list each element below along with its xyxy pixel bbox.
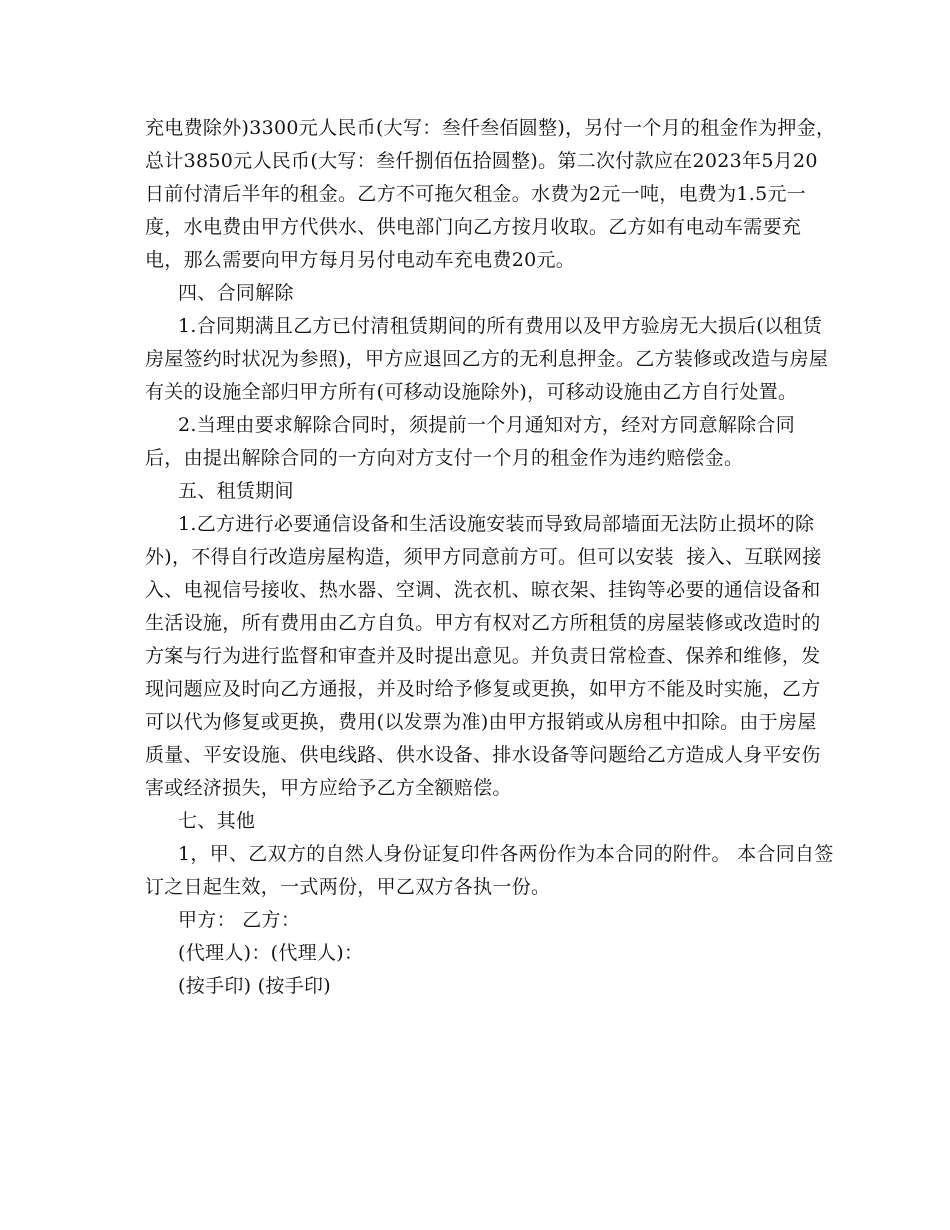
paragraph-line: 方案与行为进行监督和审查并及时提出意见。并负责日常检查、保养和维修，发 — [145, 645, 821, 667]
paragraph-line: 质量、平安设施、供电线路、供水设备、排水设备等问题给乙方造成人身平安伤 — [145, 744, 821, 766]
paragraph-line: 电，那么需要向甲方每月另付电动车充电费20元。 — [145, 249, 576, 271]
paragraph-line: 1.合同期满且乙方已付清租赁期间的所有费用以及甲方验房无大损后(以租赁 — [178, 315, 823, 337]
signature-agents: (代理人)：(代理人)： — [178, 942, 364, 964]
paragraph-line: 1，甲、乙双方的自然人身份证复印件各两份作为本合同的附件。 本合同自签 — [178, 843, 834, 865]
paragraph-line: 外)，不得自行改造房屋构造，须甲方同意前方可。但可以安装 接入、互联网接 — [145, 546, 822, 568]
paragraph-line: 日前付清后半年的租金。乙方不可拖欠租金。水费为2元一吨，电费为1.5元一 — [145, 183, 807, 205]
paragraph-line: 可以代为修复或更换，费用(以发票为准)由甲方报销或从房租中扣除。由于房屋 — [145, 711, 817, 733]
section-heading: 五、租赁期间 — [178, 480, 294, 502]
paragraph-line: 生活设施，所有费用由乙方自负。甲方有权对乙方所租赁的房屋装修或改造时的 — [145, 612, 821, 634]
paragraph-line: 订之日起生效，一式两份，甲乙双方各执一份。 — [145, 876, 551, 898]
paragraph-line: 总计3850元人民币(大写：叁仟捌佰伍拾圆整)。第二次付款应在2023年5月20 — [145, 150, 818, 172]
paragraph-line: 度，水电费由甲方代供水、供电部门向乙方按月收取。乙方如有电动车需要充 — [145, 216, 802, 238]
paragraph-line: 入、电视信号接收、热水器、空调、洗衣机、晾衣架、挂钩等必要的通信设备和 — [145, 579, 821, 601]
paragraph-line: 现问题应及时向乙方通报，并及时给予修复或更换，如甲方不能及时实施，乙方 — [145, 678, 821, 700]
paragraph-line: 1.乙方进行必要通信设备和生活设施安装而导致局部墙面无法防止损坏的除 — [178, 513, 815, 535]
section-heading: 四、合同解除 — [178, 282, 294, 304]
signature-fingerprints: (按手印) (按手印) — [178, 975, 331, 997]
paragraph-line: 害或经济损失，甲方应给予乙方全额赔偿。 — [145, 777, 512, 799]
paragraph-line: 房屋签约时状况为参照)，甲方应退回乙方的无利息押金。乙方装修或改造与房屋 — [145, 348, 829, 370]
section-heading: 七、其他 — [178, 810, 256, 832]
signature-parties: 甲方： 乙方： — [178, 909, 301, 931]
paragraph-line: 有关的设施全部归甲方所有(可移动设施除外)，可移动设施由乙方自行处置。 — [145, 381, 798, 403]
paragraph-line: 充电费除外)3300元人民币(大写：叁仟叁佰圆整)，另付一个月的租金作为押金， — [145, 117, 836, 139]
paragraph-line: 2.当理由要求解除合同时，须提前一个月通知对方，经对方同意解除合同 — [178, 414, 796, 436]
paragraph-line: 后，由提出解除合同的一方向对方支付一个月的租金作为违约赔偿金。 — [145, 447, 744, 469]
